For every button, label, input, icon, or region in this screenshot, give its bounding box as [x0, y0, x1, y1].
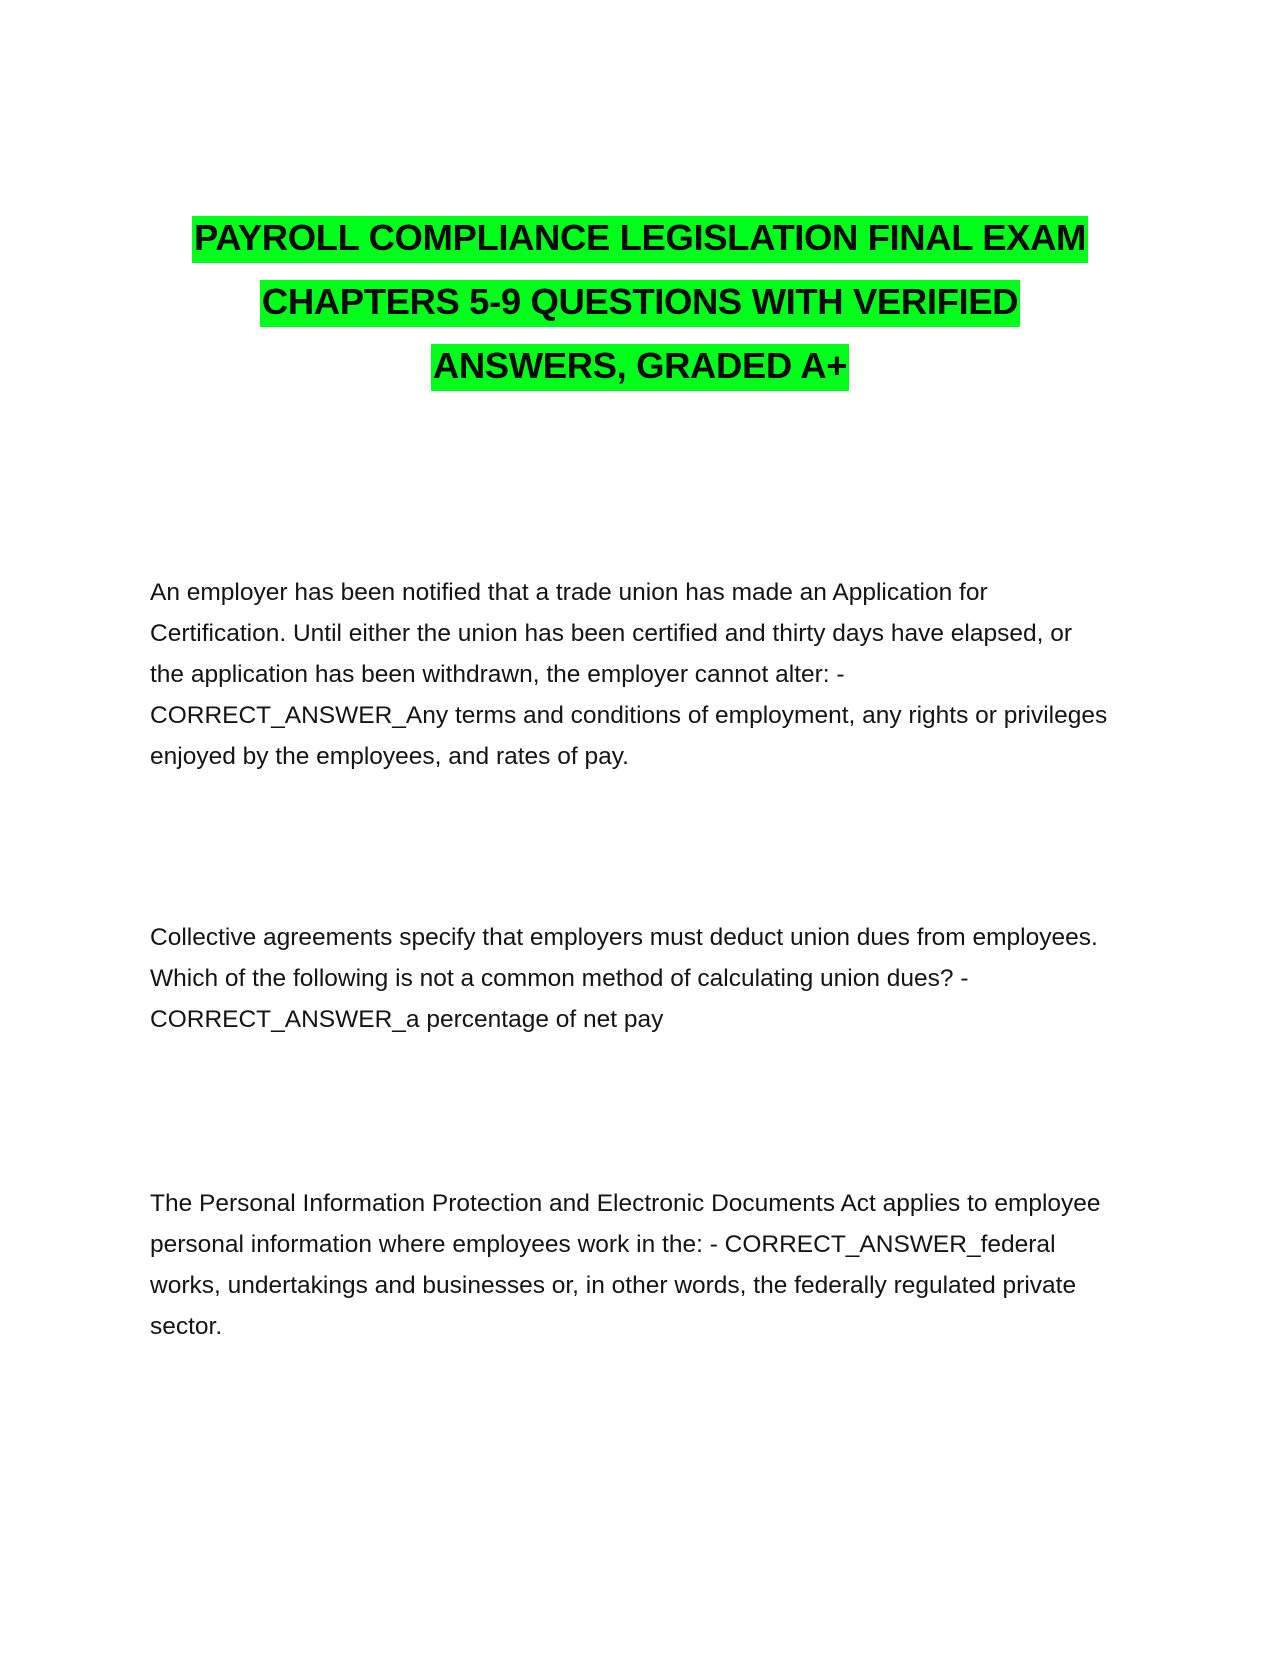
title-line-3: [140, 334, 1140, 398]
title-line-2: [140, 270, 1140, 334]
answer-2: CORRECT_ANSWER_a percentage of net pay: [150, 1006, 664, 1033]
title-line-1-text: PAYROLL COMPLIANCE LEGISLATION FINAL EXAM: [192, 216, 1088, 263]
answer-3: CORRECT_ANSWER_federal works, undertakings and businesses or, in other words, the federally regulated private sector.: [150, 1231, 1077, 1340]
answer-1: CORRECT_ANSWER_Any terms and conditions of employment, any rights or privileges enjoyed by the employees, and rates of pay.: [150, 702, 1108, 770]
question-3: The Personal Information Protection and Electronic Documents Act applies to employee personal information where employees work in the: -: [150, 1190, 1101, 1258]
question-1: An employer has been notified that a trade union has made an Application for Certification. Until either the union has been certified and thirty days have elapsed, or the application has been withdrawn, the employer cannot alter: -: [150, 579, 1073, 688]
document-title: [140, 206, 1140, 398]
qa-item-2: [150, 917, 1110, 1040]
title-line-3-text: ANSWERS, GRADED A+: [431, 344, 849, 391]
question-2: Collective agreements specify that employers must deduct union dues from employees. Which of the following is not a common method of calculating union dues? -: [150, 924, 1098, 992]
qa-item-1: [150, 572, 1110, 777]
title-line-1: [140, 206, 1140, 270]
qa-item-3: [150, 1183, 1110, 1347]
title-line-2-text: CHAPTERS 5-9 QUESTIONS WITH VERIFIED: [260, 280, 1020, 327]
